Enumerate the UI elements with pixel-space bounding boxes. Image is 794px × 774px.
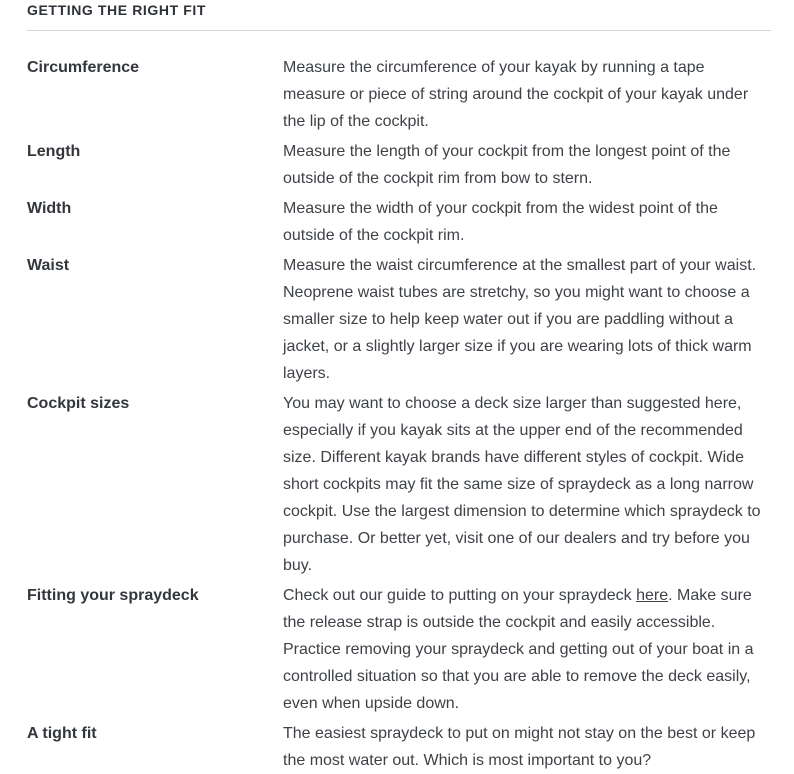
spec-row-length [27, 138, 771, 192]
spec-row-cockpit-sizes [27, 390, 771, 579]
row-description: Measure the circumference of your kayak by running a tape measure or piece of string around the cockpit of your kayak under the lip of the cockpit. [283, 59, 749, 130]
row-description-text: Check out our guide to putting on your spraydeck [283, 587, 637, 604]
row-label: Cockpit sizes [27, 395, 130, 412]
spec-row-width [27, 195, 771, 249]
row-description: Measure the width of your cockpit from the widest point of the outside of the cockpit rim. [283, 200, 718, 244]
fit-spec-table [27, 54, 771, 774]
row-label: Waist [27, 257, 70, 274]
section-title: GETTING THE RIGHT FIT [27, 2, 207, 18]
row-label: Width [27, 200, 72, 217]
row-description: Measure the waist circumference at the smallest part of your waist. Neoprene waist tubes are stretchy, so you might want to choose a smaller size to help keep water out if you are paddling without a jacket, or a slightly larger size if you are wearing lots of thick warm layers. [283, 257, 757, 382]
row-label: A tight fit [27, 725, 97, 742]
row-description: You may want to choose a deck size larger than suggested here, especially if you kayak sits at the upper end of the recommended size. Different kayak brands have different styles of cockpit. Wide short cockpits may fit the same size of spraydeck as a long narrow cockpit. Use the largest dimension to determine which spraydeck to purchase. Or better yet, visit one of our dealers and try before you buy. [283, 395, 761, 574]
spec-row-circumference [27, 54, 771, 135]
spec-row-fitting-your-spraydeck [27, 582, 771, 717]
spec-row-a-tight-fit [27, 720, 771, 774]
spec-row-waist [27, 252, 771, 387]
row-label: Circumference [27, 59, 140, 76]
row-description-text: . Make sure the release strap is outside the cockpit and easily accessible. Practice removing your spraydeck and getting out of your boat in a controlled situation so that you are able to remove the deck easily, even when upside down. [283, 587, 754, 712]
row-label: Fitting your spraydeck [27, 587, 199, 604]
row-description: Measure the length of your cockpit from the longest point of the outside of the cockpit rim from bow to stern. [283, 143, 731, 187]
spraydeck-guide-link[interactable]: here [636, 587, 669, 604]
row-description: The easiest spraydeck to put on might not stay on the best or keep the most water out. Which is most important to you? [283, 725, 756, 769]
row-description [283, 582, 771, 717]
section-header [27, 0, 771, 31]
row-label: Length [27, 143, 81, 160]
